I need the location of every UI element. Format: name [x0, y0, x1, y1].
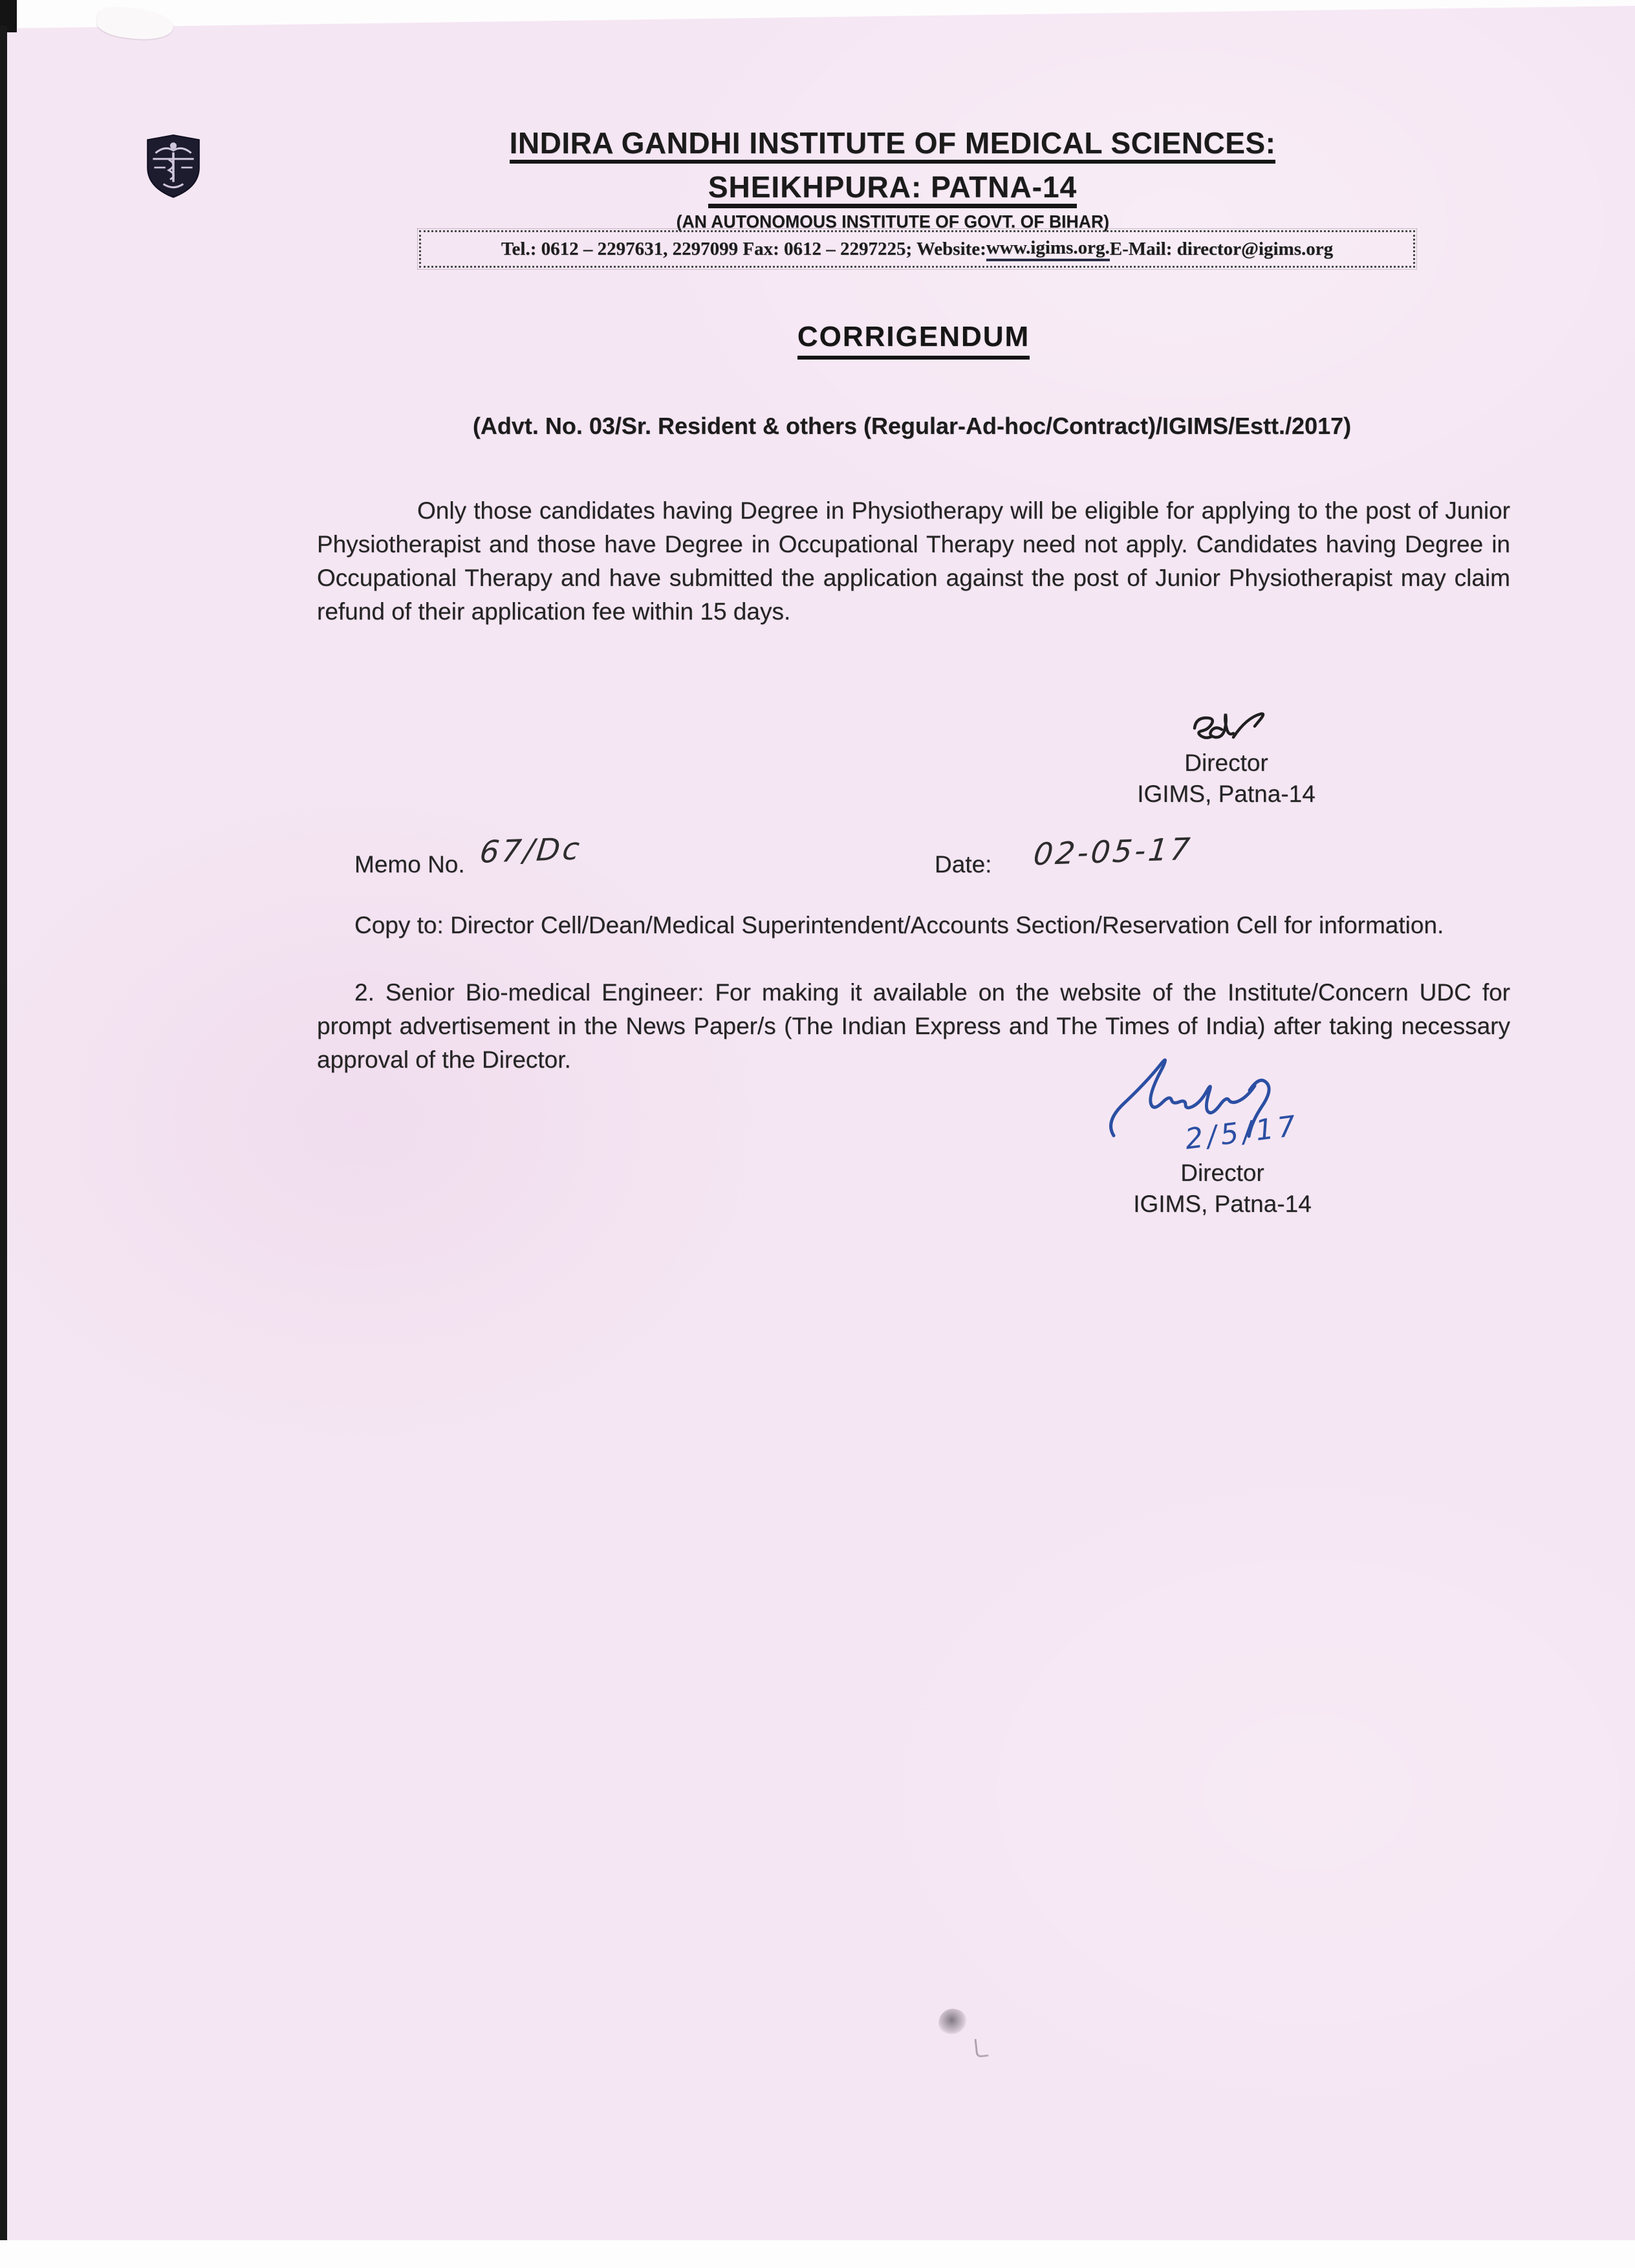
title-row: [317, 321, 1510, 360]
distribution-paragraph: 2. Senior Bio-medical Engineer: For making it available on the website of the Institute/Concern UDC for prompt advertisement in the News Paper/s (The Indian Express and The Times of India) after taking necessary approval of the Director.: [317, 979, 1510, 1073]
memo-number-label: Memo No.: [354, 851, 465, 878]
pen-mark-artifact: [975, 2038, 989, 2058]
signatory-title: Director: [1184, 750, 1268, 776]
signatory-org: IGIMS, Patna-14: [1137, 781, 1316, 807]
memo-number-handwritten: 67/Dc: [478, 831, 584, 870]
date-handwritten: 02-05-17: [1032, 831, 1195, 873]
sd-signature-icon: [1184, 706, 1268, 748]
institute-name: INDIRA GANDHI INSTITUTE OF MEDICAL SCIENCES:: [510, 128, 1276, 164]
copy-to-paragraph: Copy to: Director Cell/Dean/Medical Superintendent/Accounts Section/Reservation Cell for information.: [354, 912, 1444, 938]
contact-email: E-Mail: director@igims.org: [1109, 238, 1334, 259]
signature-block-director: [1099, 1054, 1345, 1220]
scan-edge-shadow: [0, 26, 7, 2240]
institute-subtitle: (AN AUTONOMOUS INSTITUTE OF GOVT. OF BIHAR): [676, 211, 1109, 232]
signatory-title: Director: [1180, 1160, 1264, 1186]
institute-address: SHEIKHPURA: PATNA-14: [708, 172, 1077, 208]
document-title: CORRIGENDUM: [797, 321, 1030, 360]
advertisement-reference: (Advt. No. 03/Sr. Resident & others (Regular-Ad-hoc/Contract)/IGIMS/Estt./2017): [472, 413, 1352, 439]
contact-info-box: [419, 230, 1415, 268]
body-paragraph: Only those candidates having Degree in Physiotherapy will be eligible for applying to the post of Junior Physiotherapist and those have Degree in Occupational Therapy need not apply. Candidates having Degree in Occupational Therapy and have submitted the application against the post of Junior Physiotherapist may claim refund of their application fee within 15 days.: [317, 497, 1510, 625]
signatory-org: IGIMS, Patna-14: [1133, 1191, 1312, 1217]
signature-date-handwritten: 2/5/17: [1183, 1109, 1302, 1156]
signature-block-sd: [1103, 706, 1349, 810]
contact-phone-fax: Tel.: 0612 – 2297631, 2297099 Fax: 0612 – 2297225; Website:: [501, 238, 986, 259]
date-label: Date:: [935, 851, 992, 878]
letterhead: [149, 128, 1635, 231]
website-link: www.igims.org.: [986, 237, 1110, 261]
